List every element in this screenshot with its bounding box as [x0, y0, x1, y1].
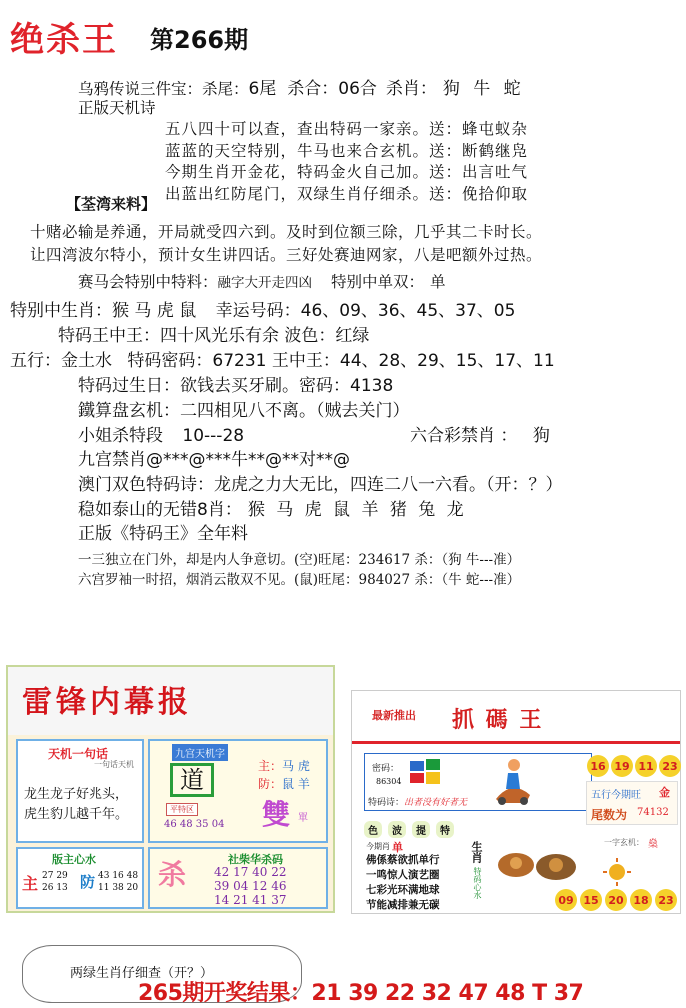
- poem-line: 五八四十可以查，查出特码一家亲。送：蜂屯蚁杂: [165, 120, 529, 138]
- wuya-label: 乌鸦传说三件宝：杀尾：: [78, 80, 249, 98]
- wuya-tail: 6尾: [248, 79, 277, 99]
- rider-illustration-icon: [488, 755, 536, 807]
- zhuama-poem-line: 七彩光环满地球: [366, 884, 440, 896]
- tianji-box-sub: 一句话天机: [94, 760, 134, 769]
- bottom-ball: 15: [580, 889, 602, 911]
- aomen-line: 澳门双色特码诗：龙虎之力大无比，四连二八一六看。（开：？）: [78, 475, 563, 495]
- fang-row: [258, 775, 310, 792]
- mima-row: [372, 761, 399, 774]
- zhuama-poem-line: 一鸣惊人演艺圈: [366, 869, 440, 881]
- bottom-ball: 18: [630, 889, 652, 911]
- tebie-line: [10, 296, 515, 321]
- dao-character: 道: [170, 763, 214, 797]
- tab-bo: 波: [388, 821, 406, 838]
- tema-row: [368, 795, 467, 808]
- tianji-box: [16, 739, 144, 843]
- zhuama-poem: [366, 853, 440, 913]
- snail-illustration-icon: [494, 841, 582, 885]
- rule-line-a: 一三独立在门外，却是内人争意切。(空)旺尾：234617 杀：（狗 牛---准）: [78, 552, 521, 568]
- zhengban-line: 正版《特码王》全年料: [78, 524, 248, 544]
- mima-label: 密码：: [372, 764, 400, 774]
- shuang-character: 雙: [262, 798, 291, 831]
- shehua-row: 42 17 40 22: [214, 865, 287, 879]
- xiaojie-line: [78, 421, 244, 446]
- xiaojie-label: 小姐杀特段: [78, 426, 163, 446]
- jinqi-label: 今期肖: [366, 842, 390, 851]
- tianji-poem: [165, 119, 528, 205]
- tema-label: 特码诗：: [368, 798, 405, 808]
- wuya-combo: 杀合：06合: [287, 79, 377, 99]
- top-ball: 16: [587, 755, 609, 777]
- banzhu-label: 版主心水: [52, 853, 96, 866]
- wenru-line: [78, 495, 467, 520]
- fang-label: 防：: [258, 777, 283, 791]
- weishu-value: 74132: [637, 807, 669, 818]
- tema-value: 出者没有好者无: [404, 798, 468, 808]
- wuxing-box-label: 五行今期旺: [591, 790, 641, 801]
- zhu-label: 主：: [258, 759, 283, 773]
- saima-dan-value: 单: [429, 273, 446, 291]
- quanwan-text-2: 让四湾波尔特小，预计女生讲四话。三好处赛迪网家，八是吧额外过热。: [30, 246, 543, 264]
- wuxing-label: 五行：金土水: [10, 351, 112, 371]
- tianji-poem-2: 虎生豹儿越千年。: [24, 807, 129, 822]
- shehua-label: 社柴华杀码: [228, 853, 283, 866]
- shehua-box: [148, 847, 328, 909]
- cloud-text: 两绿生肖仔细查（开？）: [70, 966, 214, 981]
- weishu-label: 尾数为: [591, 808, 628, 822]
- bottom-ball: 09: [555, 889, 577, 911]
- bottom-ball: 23: [655, 889, 677, 911]
- pingte-label: 平特区: [166, 803, 198, 816]
- zhuama-tabs: [364, 821, 454, 838]
- lucky-numbers: 幸运号码：46、09、36、45、37、05: [215, 301, 516, 321]
- windows-logo-icon: [408, 757, 442, 787]
- zhu2-char: 主: [22, 874, 39, 893]
- leifeng-panel: [6, 665, 335, 913]
- tianji-poem-1: 龙生龙子好兆头，: [24, 787, 129, 802]
- saima-label: 赛马会特别中特料：: [78, 273, 218, 291]
- zhu2-nums-2: 26 13: [42, 883, 68, 893]
- tianji-box-label: 天机一句话: [48, 747, 109, 761]
- quanwan-text-1: 十赌必输是养通，开局就受四六到。及时到位额三除，几乎其二卡时长。: [30, 223, 543, 241]
- issue-number: 第266期: [150, 26, 249, 54]
- tema-xin-label: 特码心水: [473, 867, 482, 899]
- sha-character: 杀: [158, 858, 187, 891]
- saima-value: 融字大开走四凶: [217, 275, 313, 291]
- wuxing-box-value: 金: [659, 786, 670, 799]
- wuxing-box: [586, 781, 678, 825]
- xiaojie-value: 10---28: [182, 426, 245, 446]
- zhuama-title: 抓 碼 王: [452, 707, 544, 733]
- zhuama-tag: 最新推出: [372, 709, 416, 722]
- top-ball: 19: [611, 755, 633, 777]
- guo-shengri: 特码过生日：欲钱去买牙刷。密码：4138: [78, 376, 394, 396]
- zhu-row: [258, 757, 310, 774]
- zhu2-nums-1: 27 29: [42, 871, 68, 881]
- fang2-nums-2: 11 38 20: [98, 883, 139, 893]
- zhuama-poem-line: 佛係蔡欲抓单行: [366, 854, 440, 866]
- tab-te: 特: [436, 821, 454, 838]
- shengxiao-label: 生肖: [470, 841, 483, 863]
- wenru-label: 稳如泰山的无错8肖：: [78, 500, 242, 520]
- tiesuan-line: 鐵算盘玄机：二四相见八不离。（贼去关门）: [78, 401, 410, 421]
- zhu-values: 马 虎: [282, 759, 310, 773]
- fang-values: 鼠 羊: [282, 777, 310, 791]
- wenru-values: 猴 马 虎 鼠 羊 猪 兔 龙: [247, 500, 467, 520]
- quanwan-tag: 【荃湾来料】: [66, 195, 157, 213]
- bottom-ball: 20: [605, 889, 627, 911]
- mima-value: 86304: [376, 777, 402, 786]
- pingte-numbers: 46 48 35 04: [164, 819, 225, 830]
- zhuama-header-rule: [352, 741, 680, 744]
- draw-result: 265期开奖结果：21 39 22 32 47 48 T 37: [138, 981, 584, 1006]
- fang2-char: 防: [80, 873, 96, 891]
- shehua-row: 39 04 12 46: [214, 879, 287, 893]
- saima-line: [78, 270, 445, 292]
- top-ball: 11: [635, 755, 657, 777]
- liuhe-jin-line: [410, 421, 550, 446]
- fang2-nums-1: 43 16 48: [98, 871, 139, 881]
- banzhu-box: [16, 847, 144, 909]
- yizhi-value: 燊: [648, 839, 658, 850]
- yizhi-label: 一字玄机：: [604, 838, 644, 847]
- tab-se: 色: [364, 821, 382, 838]
- zhuama-panel: [351, 690, 681, 914]
- sun-icon: [602, 857, 632, 887]
- liuhe-jin-label: 六合彩禁肖 ：: [410, 426, 518, 446]
- tebie-shengxiao: 特别中生肖：猴 马 虎 鼠: [10, 301, 197, 321]
- wuya-zodiac-values: 狗 牛 蛇: [442, 79, 525, 99]
- temawang-line: 特码王中王：四十风光乐有余 波色：红绿: [58, 326, 370, 346]
- poem-line: 今期生肖开金花，特码金火自己加。送：出言吐气: [165, 163, 529, 181]
- zhuama-poem-line: 节能减排兼无碳: [366, 899, 440, 911]
- saima-dan-label: 特别中单双：: [330, 273, 424, 291]
- wuxing-code: 特码密码：67231 王中王：44、28、29、15、17、11: [127, 351, 555, 371]
- page-title: 绝杀王: [10, 20, 118, 60]
- poem-line: 蓝蓝的天空特别，牛马也来合玄机。送：断鹤继凫: [165, 141, 529, 160]
- leifeng-title: 雷锋内幕报: [22, 685, 192, 720]
- poem-line: 出蓝出红防尾门，双绿生肖仔细杀。送：俛拾仰取: [165, 184, 529, 203]
- top-ball: 23: [659, 755, 681, 777]
- jiugong-line: 九宫禁肖@***@***牛**@**对**@: [78, 450, 350, 470]
- wuxing-line: [10, 346, 555, 371]
- tab-ti: 提: [412, 821, 430, 838]
- jiugong-label: 九宫天机字: [172, 744, 228, 761]
- jiugong-box: [148, 739, 328, 843]
- rule-line-b: 六宫罗袖一时招，烟消云散双不见。(鼠)旺尾：984027 杀：（牛 蛇---准）: [78, 572, 521, 588]
- dan-character: 單: [298, 813, 308, 824]
- tianji-title: 正版天机诗: [78, 99, 156, 117]
- liuhe-jin-value: 狗: [532, 426, 550, 446]
- wuya-zodiac-label: 杀肖：: [385, 79, 437, 99]
- shehua-row: 14 21 41 37: [214, 893, 287, 907]
- jinqi-value: 单: [392, 841, 403, 854]
- shehua-rows: [214, 865, 287, 907]
